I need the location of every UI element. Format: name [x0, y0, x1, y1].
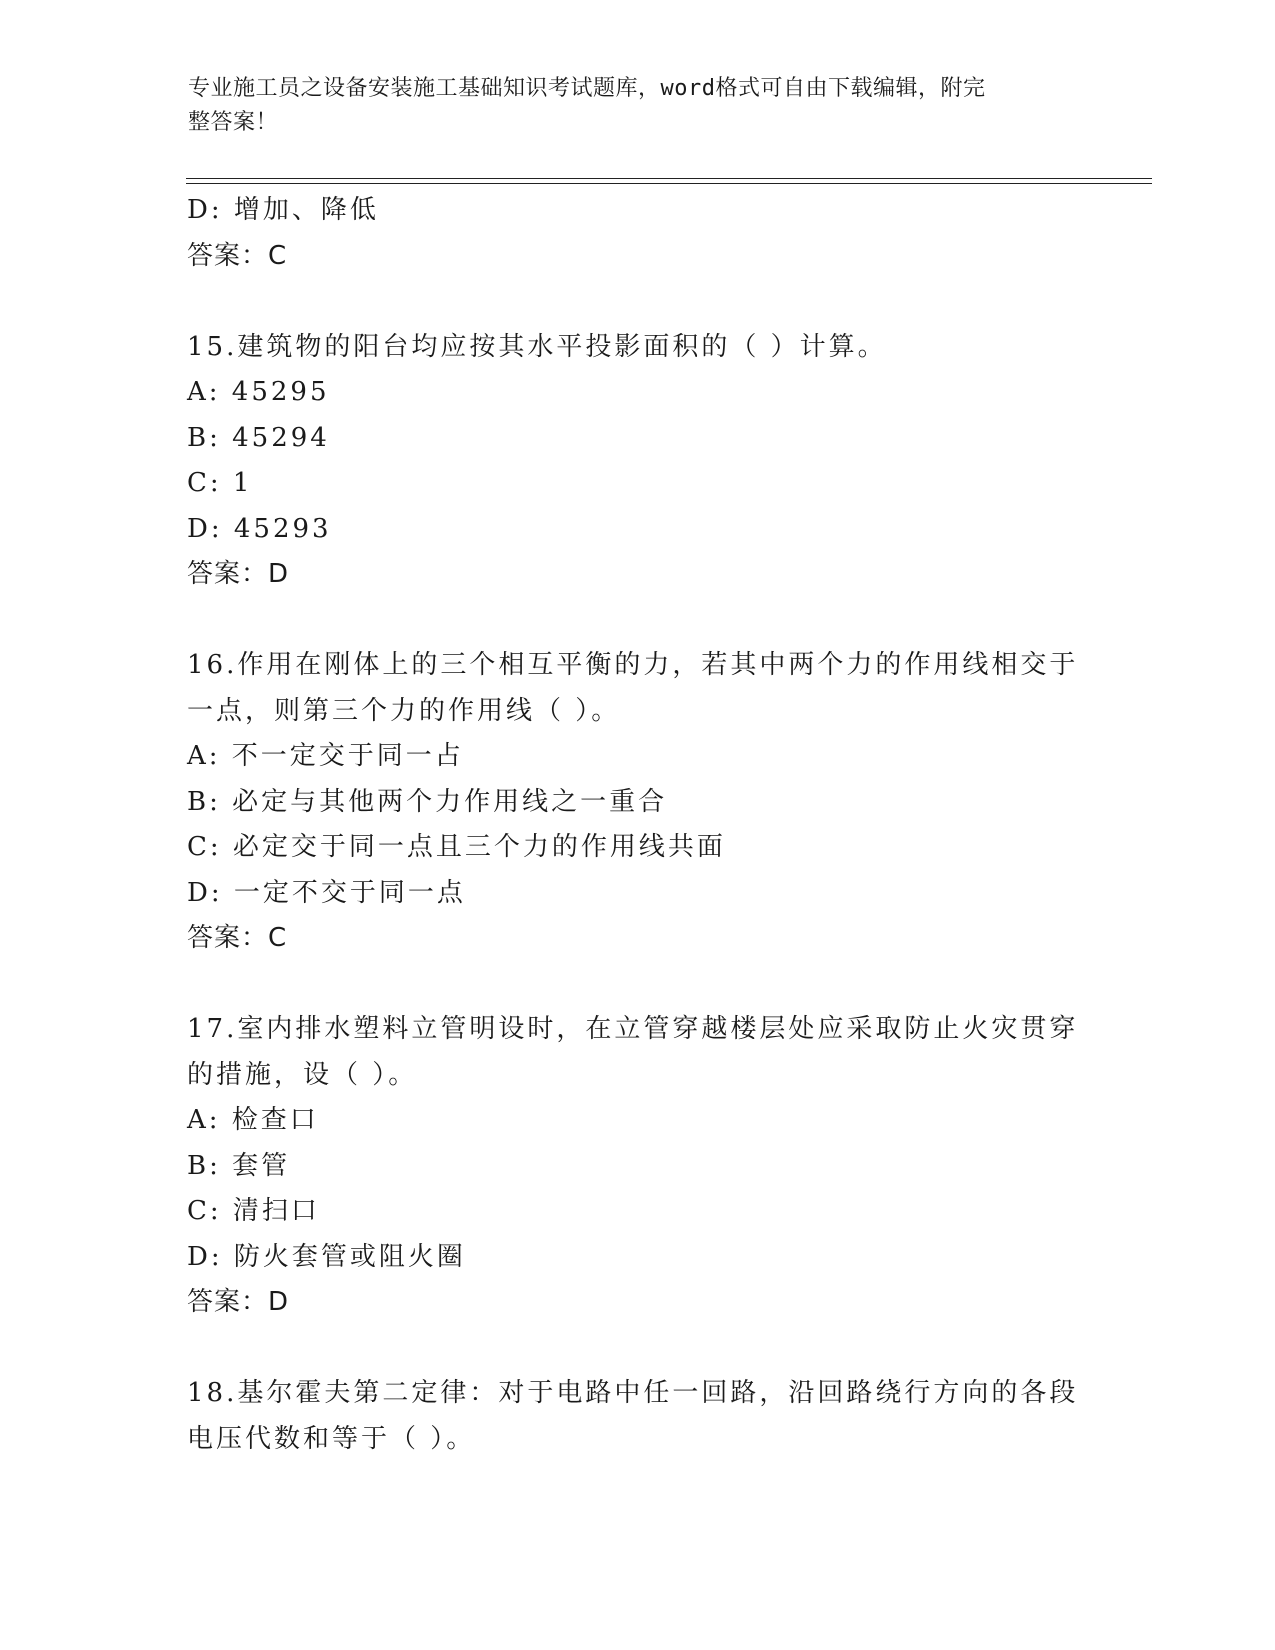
- spacer: [187, 1326, 1087, 1372]
- option-c: C: 清扫口: [187, 1196, 320, 1226]
- option-d: D: 一定不交于同一点: [187, 877, 466, 908]
- question-list: [187, 188, 1087, 1462]
- question-stem-line-1: 17.室内排水塑料立管明设时，在立管穿越楼层处应采取防止火灾贯穿: [187, 1014, 1079, 1044]
- header-line-1: 专业施工员之设备安装施工基础知识考试题库，word格式可自由下载编辑，附完: [188, 76, 986, 101]
- option-c: C: 必定交于同一点且三个力的作用线共面: [187, 832, 726, 862]
- question-stem-line-2: 的措施，设（ ）。: [187, 1059, 418, 1090]
- document-header: [188, 72, 1088, 140]
- spacer: [187, 279, 1087, 325]
- question-stem-line-1: 16.作用在刚体上的三个相互平衡的力，若其中两个力的作用线相交于: [187, 650, 1079, 680]
- answer: 答案：C: [187, 923, 288, 953]
- question-14-tail: [187, 188, 1087, 279]
- question-15: [187, 325, 1087, 598]
- answer: 答案：C: [187, 240, 288, 271]
- question-stem-line-2: 一点，则第三个力的作用线（ ）。: [187, 695, 621, 726]
- option-d: D: 增加、降低: [187, 195, 379, 225]
- header-divider-bottom: [186, 183, 1152, 184]
- answer: 答案：D: [187, 1287, 290, 1317]
- option-a: A: 不一定交于同一占: [187, 741, 464, 771]
- option-b: B: 必定与其他两个力作用线之一重合: [187, 786, 668, 817]
- answer: 答案：D: [187, 559, 290, 589]
- option-b: B: 套管: [187, 1150, 291, 1181]
- question-stem: 15.建筑物的阳台均应按其水平投影面积的（ ）计算。: [187, 331, 887, 362]
- spacer: [187, 598, 1087, 644]
- option-d: D: 防火套管或阻火圈: [187, 1241, 466, 1272]
- question-18: [187, 1371, 1087, 1462]
- option-b: B: 45294: [187, 422, 330, 453]
- option-d: D: 45293: [187, 513, 332, 544]
- option-c: C: 1: [187, 468, 253, 498]
- option-a: A: 45295: [187, 377, 330, 407]
- question-stem-line-1: 18.基尔霍夫第二定律：对于电路中任一回路，沿回路绕行方向的各段: [187, 1378, 1079, 1408]
- header-line-2: 整答案！: [188, 110, 279, 135]
- question-17: [187, 1007, 1087, 1326]
- header-divider-top: [186, 178, 1152, 179]
- question-stem-line-2: 电压代数和等于（ ）。: [187, 1423, 476, 1454]
- question-16: [187, 643, 1087, 962]
- option-a: A: 检查口: [187, 1105, 319, 1135]
- spacer: [187, 962, 1087, 1008]
